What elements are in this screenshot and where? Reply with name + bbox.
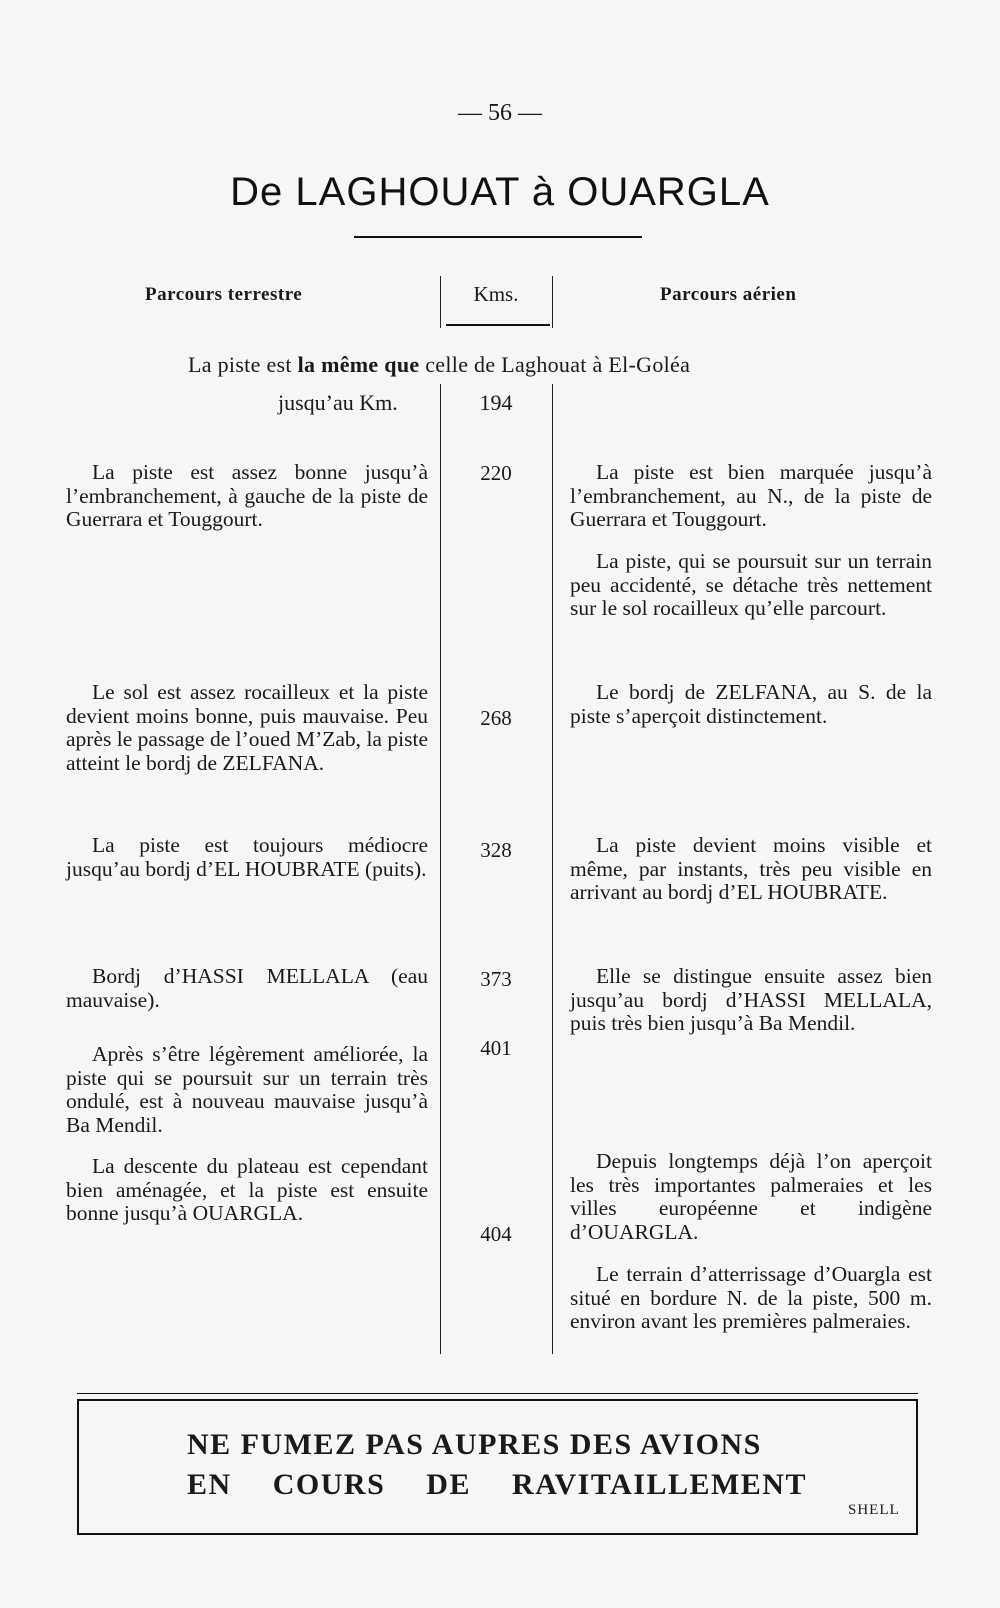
intro-line-2: jusqu’au Km. xyxy=(278,390,398,415)
notice-line-1: NE FUMEZ PAS AUPRES DES AVIONS xyxy=(187,1428,762,1461)
land-route-paragraph-2: Le sol est assez rocailleux et la piste devient moins bonne, puis mauvaise. Peu après le passage de l’oued M’Zab, la piste atteint le bordj de ZELFANA. xyxy=(66,680,428,775)
air-route-paragraph-5: Elle se distingue ensuite assez bien jusqu’au bordj d’HASSI MELLALA, puis très bien jusqu’à Ba Mendil. xyxy=(570,964,932,1035)
column-divider-right-top xyxy=(552,276,553,328)
title-underline xyxy=(354,236,642,238)
land-route-paragraph-1: La piste est assez bonne jusqu’à l’embranchement, à gauche de la piste de Guerrara et Touggourt. xyxy=(66,460,428,531)
notice-word: RAVITAILLEMENT xyxy=(512,1468,807,1501)
km-marker: 268 xyxy=(480,706,512,730)
air-route-paragraph-2: La piste, qui se poursuit sur un terrain peu accidenté, se détache très nettement sur le sol rocailleux qu’elle parcourt. xyxy=(570,549,932,620)
land-route-paragraph-4: Bordj d’HASSI MELLALA (eau mauvaise). xyxy=(66,964,428,1012)
column-divider-right xyxy=(552,384,553,1354)
land-route-paragraph-3: La piste est toujours médiocre jusqu’au bordj d’EL HOUBRATE (puits). xyxy=(66,833,428,881)
column-divider-left xyxy=(440,384,441,1354)
air-route-paragraph-1: La piste est bien marquée jusqu’à l’embranchement, au N., de la piste de Guerrara et Touggourt. xyxy=(570,460,932,531)
header-kms: Kms. xyxy=(473,282,519,306)
brand-label: SHELL xyxy=(848,1502,900,1518)
column-divider-left-top xyxy=(440,276,441,328)
header-land-route: Parcours terrestre xyxy=(145,284,303,305)
air-route-paragraph-4: La piste devient moins visible et même, par instants, très peu visible en arrivant au bordj d’EL HOUBRATE. xyxy=(570,833,932,904)
air-route-paragraph-7: Le terrain d’atterrissage d’Ouargla est situé en bordure N. de la piste, 500 m. environ avant les premières palmeraies. xyxy=(570,1262,932,1333)
notice-line-2 xyxy=(187,1468,807,1502)
page-title: De LAGHOUAT à OUARGLA xyxy=(230,170,770,214)
km-marker: 220 xyxy=(480,461,512,485)
land-route-paragraph-6: La descente du plateau est cependant bien aménagée, et la piste est ensuite bonne jusqu’à OUARGLA. xyxy=(66,1154,428,1225)
km-marker-intro: 194 xyxy=(479,390,513,415)
header-air-route: Parcours aérien xyxy=(660,284,797,305)
km-marker: 401 xyxy=(480,1036,512,1060)
intro-line: La piste est la même que celle de Laghouat à El-Goléa xyxy=(188,352,691,377)
land-route-paragraph-5: Après s’être légèrement améliorée, la piste qui se poursuit sur un terrain très ondulé, est à nouveau mauvaise jusqu’à Ba Mendil. xyxy=(66,1042,428,1137)
notice-word: EN xyxy=(187,1468,232,1501)
km-marker: 404 xyxy=(480,1222,512,1246)
page-number: — 56 — xyxy=(458,100,542,126)
km-marker: 328 xyxy=(480,838,512,862)
air-route-paragraph-6: Depuis longtemps déjà l’on aperçoit les très importantes palmeraies et les villes européenne et indigène d’OUARGLA. xyxy=(570,1149,932,1244)
air-route-paragraph-3: Le bordj de ZELFANA, au S. de la piste s’aperçoit distinctement. xyxy=(570,680,932,728)
notice-box xyxy=(77,1399,918,1535)
notice-top-rule xyxy=(77,1393,918,1394)
notice-word: DE xyxy=(426,1468,471,1501)
notice-word: COURS xyxy=(272,1468,386,1501)
kms-header-rule xyxy=(446,324,550,326)
km-marker: 373 xyxy=(480,967,512,991)
